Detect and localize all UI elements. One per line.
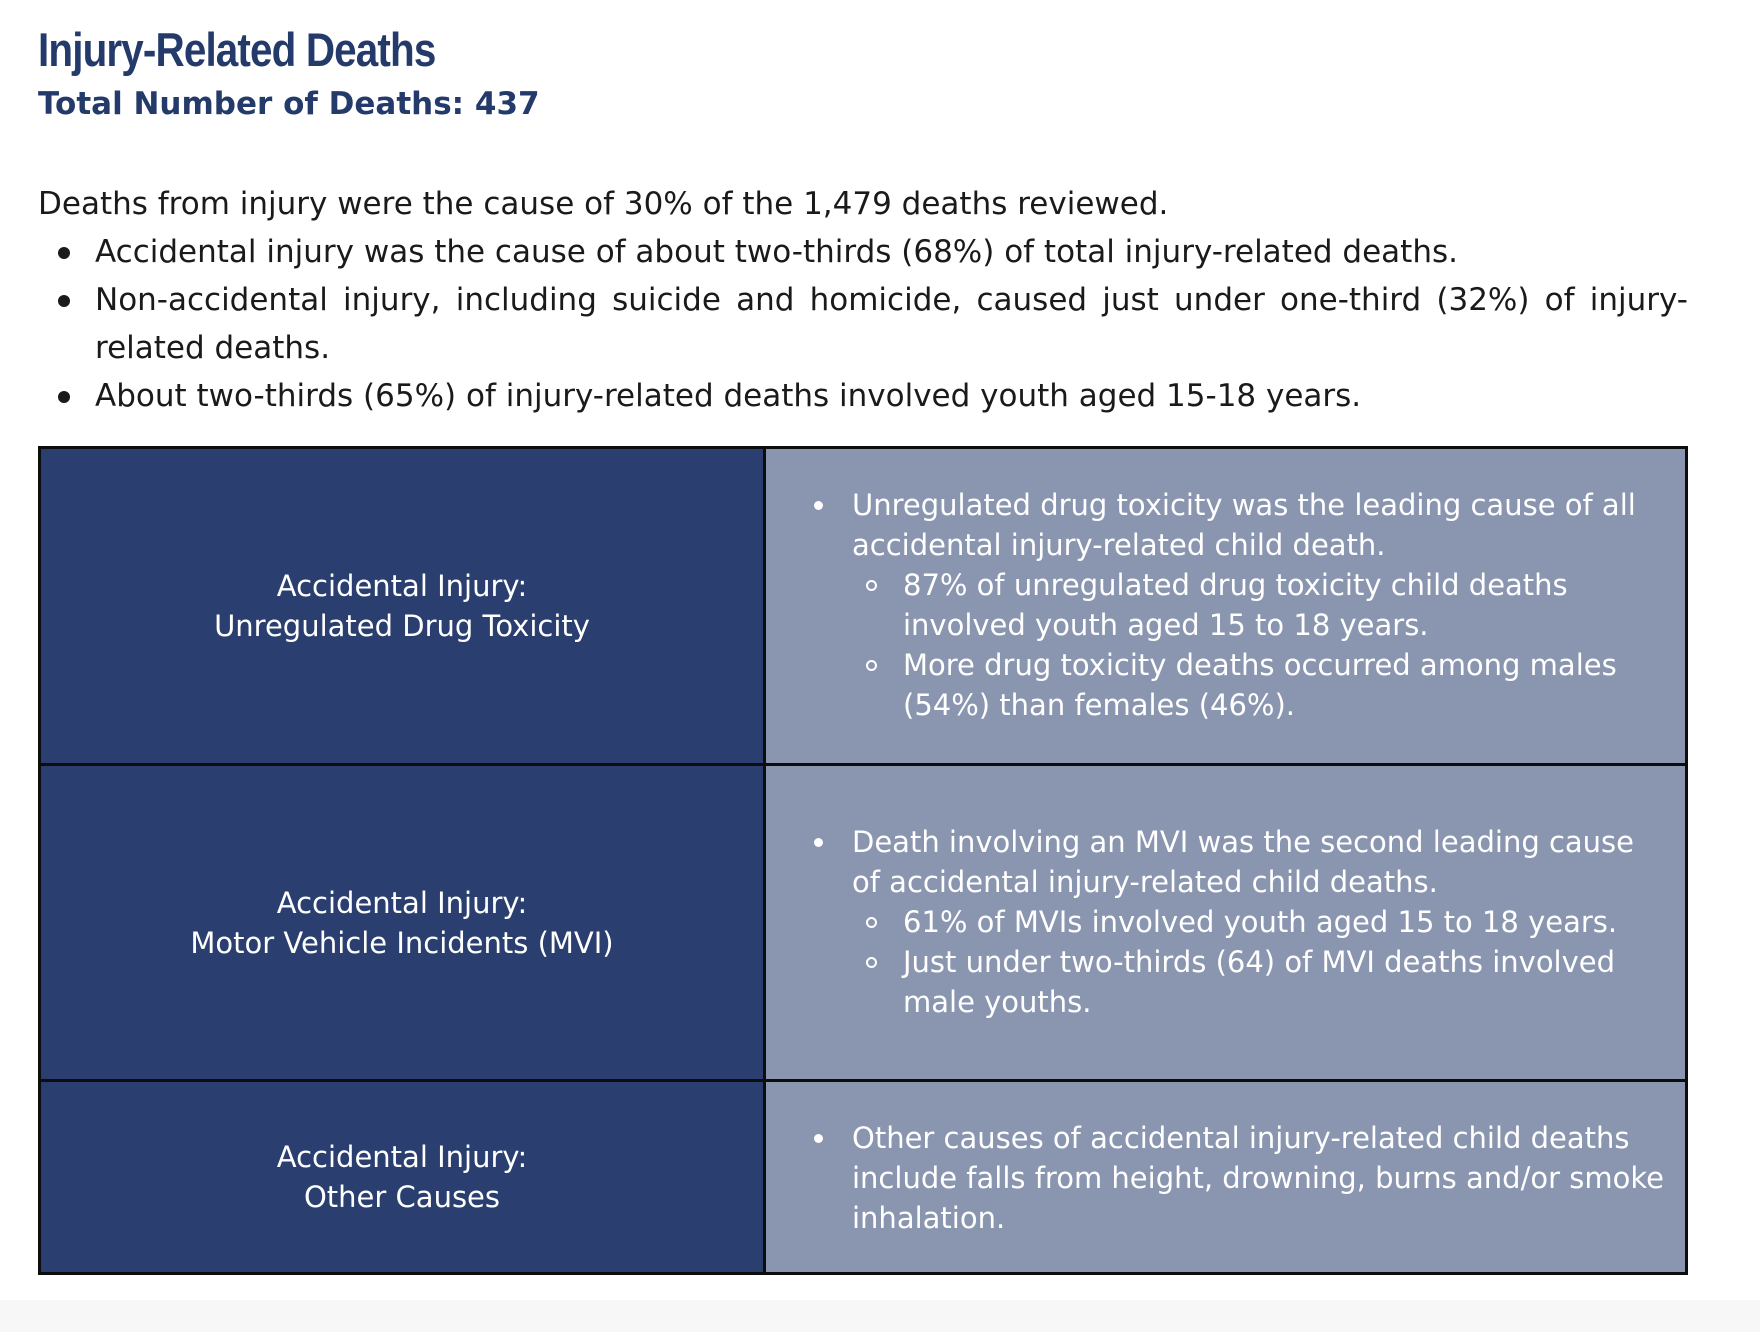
detail-text: Other causes of accidental injury-related child deaths include falls from height, drowning, burns and/or smoke inhalation. xyxy=(852,1121,1664,1235)
sub-detail-text: 61% of MVIs involved youth aged 15 to 18 years. xyxy=(903,905,1618,939)
sub-detail-item xyxy=(852,942,1665,1022)
sub-detail-text: 87% of unregulated drug toxicity child deaths involved youth aged 15 to 18 years. xyxy=(903,568,1568,642)
sub-detail-list xyxy=(852,902,1665,1022)
intro-bullet-item xyxy=(38,228,1688,276)
category-label: Accidental Injury: xyxy=(276,569,528,603)
sub-detail-list xyxy=(852,565,1665,725)
detail-list xyxy=(814,1118,1665,1238)
table-row xyxy=(41,449,1685,766)
detail-list xyxy=(814,822,1665,1022)
category-cell xyxy=(41,1082,766,1272)
intro-section xyxy=(38,180,1688,420)
category-name: Motor Vehicle Incidents (MVI) xyxy=(190,925,614,960)
bullet-icon xyxy=(814,838,823,847)
category-label: Accidental Injury: xyxy=(276,885,528,920)
table-row xyxy=(41,766,1685,1082)
intro-lead: Deaths from injury were the cause of 30% of the 1,479 deaths reviewed. xyxy=(38,186,1169,222)
bullet-icon xyxy=(814,501,823,510)
detail-cell xyxy=(766,449,1685,763)
category-cell xyxy=(41,766,766,1079)
page-bottom-band xyxy=(0,1300,1760,1332)
intro-bullet-text: Accidental injury was the cause of about two-thirds (68%) of total injury-related deaths. xyxy=(95,234,1458,270)
sub-detail-item xyxy=(852,645,1665,725)
category-name: Unregulated Drug Toxicity xyxy=(214,609,590,643)
bullet-icon xyxy=(58,295,70,307)
detail-item xyxy=(814,1118,1665,1238)
category-name: Other Causes xyxy=(303,1180,501,1214)
category-cell xyxy=(41,449,766,763)
circle-bullet-icon xyxy=(866,580,877,591)
bullet-icon xyxy=(814,1134,823,1143)
circle-bullet-icon xyxy=(866,957,877,968)
detail-cell xyxy=(766,1082,1685,1272)
intro-bullet-list xyxy=(38,228,1688,420)
bullet-icon xyxy=(58,247,70,259)
circle-bullet-icon xyxy=(866,660,877,671)
circle-bullet-icon xyxy=(866,917,877,928)
sub-detail-text: Just under two-thirds (64) of MVI deaths involved male youths. xyxy=(903,945,1616,1019)
sub-detail-item xyxy=(852,565,1665,645)
table-row xyxy=(41,1082,1685,1272)
intro-bullet-item xyxy=(38,276,1688,372)
intro-bullet-text: About two-thirds (65%) of injury-related deaths involved youth aged 15-18 years. xyxy=(95,378,1362,414)
detail-list xyxy=(814,485,1665,725)
category-label: Accidental Injury: xyxy=(276,1140,528,1174)
sub-detail-text: More drug toxicity deaths occurred among males (54%) than females (46%). xyxy=(903,648,1617,722)
detail-item xyxy=(814,822,1665,1022)
bullet-icon xyxy=(58,391,70,403)
detail-cell xyxy=(766,766,1685,1079)
sub-detail-item xyxy=(852,902,1665,942)
injury-table xyxy=(38,446,1688,1275)
page-title: Injury-Related Deaths xyxy=(38,23,436,76)
detail-item xyxy=(814,485,1665,725)
detail-text: Unregulated drug toxicity was the leading cause of all accidental injury-related child death. xyxy=(852,488,1636,562)
intro-bullet-text: Non-accidental injury, including suicide and homicide, caused just under one-third (32%) of injury-related deaths. xyxy=(95,282,1688,366)
detail-text: Death involving an MVI was the second leading cause of accidental injury-related child deaths. xyxy=(852,825,1634,899)
intro-bullet-item xyxy=(38,372,1688,420)
page-subtitle: Total Number of Deaths: 437 xyxy=(38,86,540,122)
